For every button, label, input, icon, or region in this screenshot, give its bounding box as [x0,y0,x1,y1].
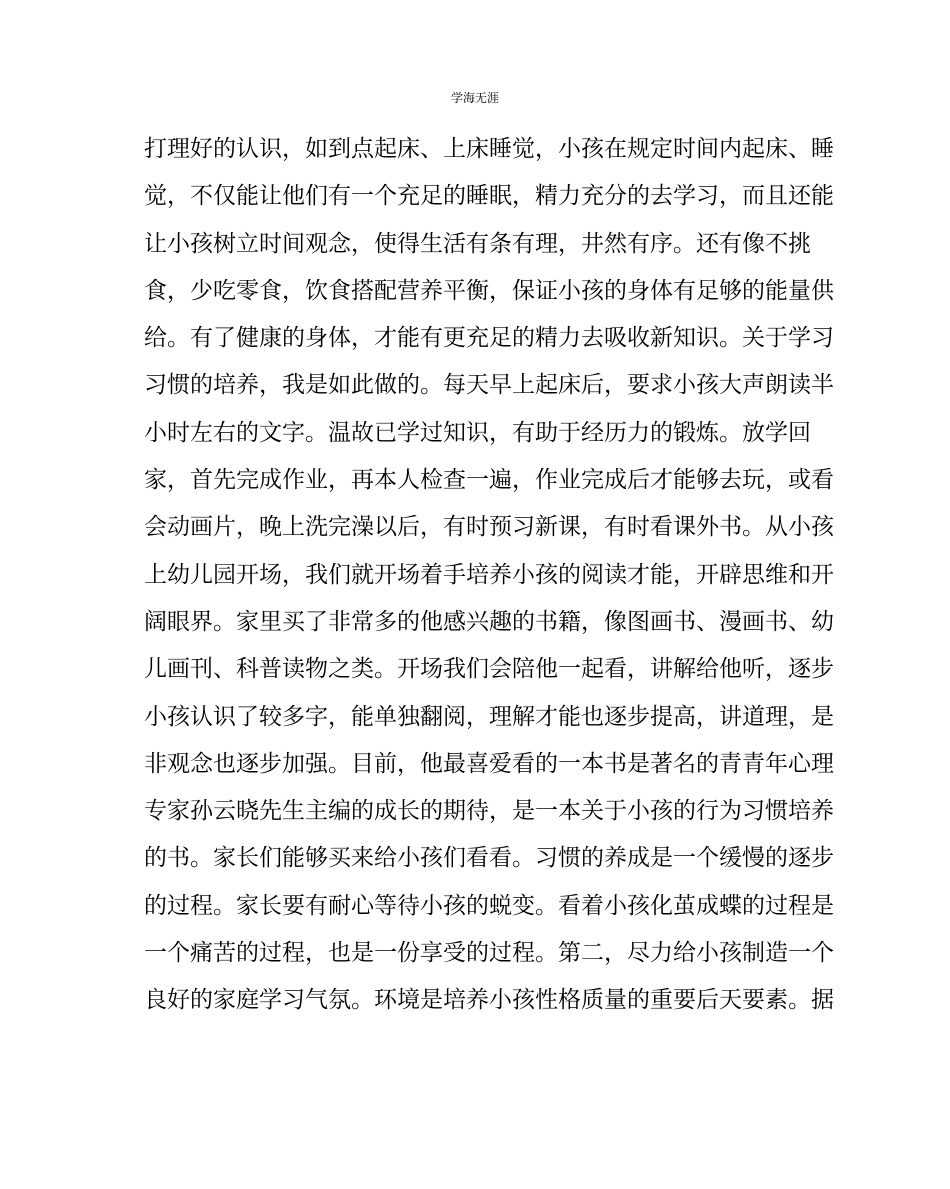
text-line: 阔眼界。家里买了非常多的他感兴趣的书籍，像图画书、漫画书、幼 [144,608,834,635]
text-line: 家，首先完成作业，再本人检查一遍，作业完成后才能够去玩，或看 [144,467,834,494]
text-line: 小孩认识了较多字，能单独翻阅，理解才能也逐步提高，讲道理，是 [144,703,834,730]
text-line: 觉，不仅能让他们有一个充足的睡眠，精力充分的去学习，而且还能 [144,183,834,210]
text-line: 一个痛苦的过程，也是一份享受的过程。第二，尽力给小孩制造一个 [144,940,834,967]
text-line: 的书。家长们能够买来给小孩们看看。习惯的养成是一个缓慢的逐步 [144,845,834,872]
text-line: 专家孙云晓先生主编的成长的期待，是一本关于小孩的行为习惯培养 [144,798,834,825]
text-line: 小时左右的文字。温故已学过知识，有助于经历力的锻炼。放学回 [144,419,811,446]
page-header: 学海无涯 [450,91,499,105]
text-line: 的过程。家长要有耐心等待小孩的蜕变。看着小孩化茧成蝶的过程是 [144,892,834,919]
text-line: 儿画刊、科普读物之类。开场我们会陪他一起看，讲解给他听，逐步 [144,656,834,683]
text-line: 习惯的培养，我是如此做的。每天早上起床后，要求小孩大声朗读半 [144,372,834,399]
text-line: 非观念也逐步加强。目前，他最喜爱看的一本书是著名的青青年心理 [144,750,834,777]
text-line: 会动画片，晚上洗完澡以后，有时预习新课，有时看课外书。从小孩 [144,514,834,541]
document-body [144,126,834,1025]
text-line: 让小孩树立时间观念，使得生活有条有理，井然有序。还有像不挑 [144,230,811,257]
text-line: 给。有了健康的身体，才能有更充足的精力去吸收新知识。关于学习 [144,325,834,352]
text-line: 良好的家庭学习气氛。环境是培养小孩性格质量的重要后天要素。据 [144,987,834,1014]
text-line: 上幼儿园开场，我们就开场着手培养小孩的阅读才能，开辟思维和开 [144,561,834,588]
text-line: 打理好的认识，如到点起床、上床睡觉，小孩在规定时间内起床、睡 [144,136,834,162]
text-line: 食，少吃零食，饮食搭配营养平衡，保证小孩的身体有足够的能量供 [144,277,834,304]
